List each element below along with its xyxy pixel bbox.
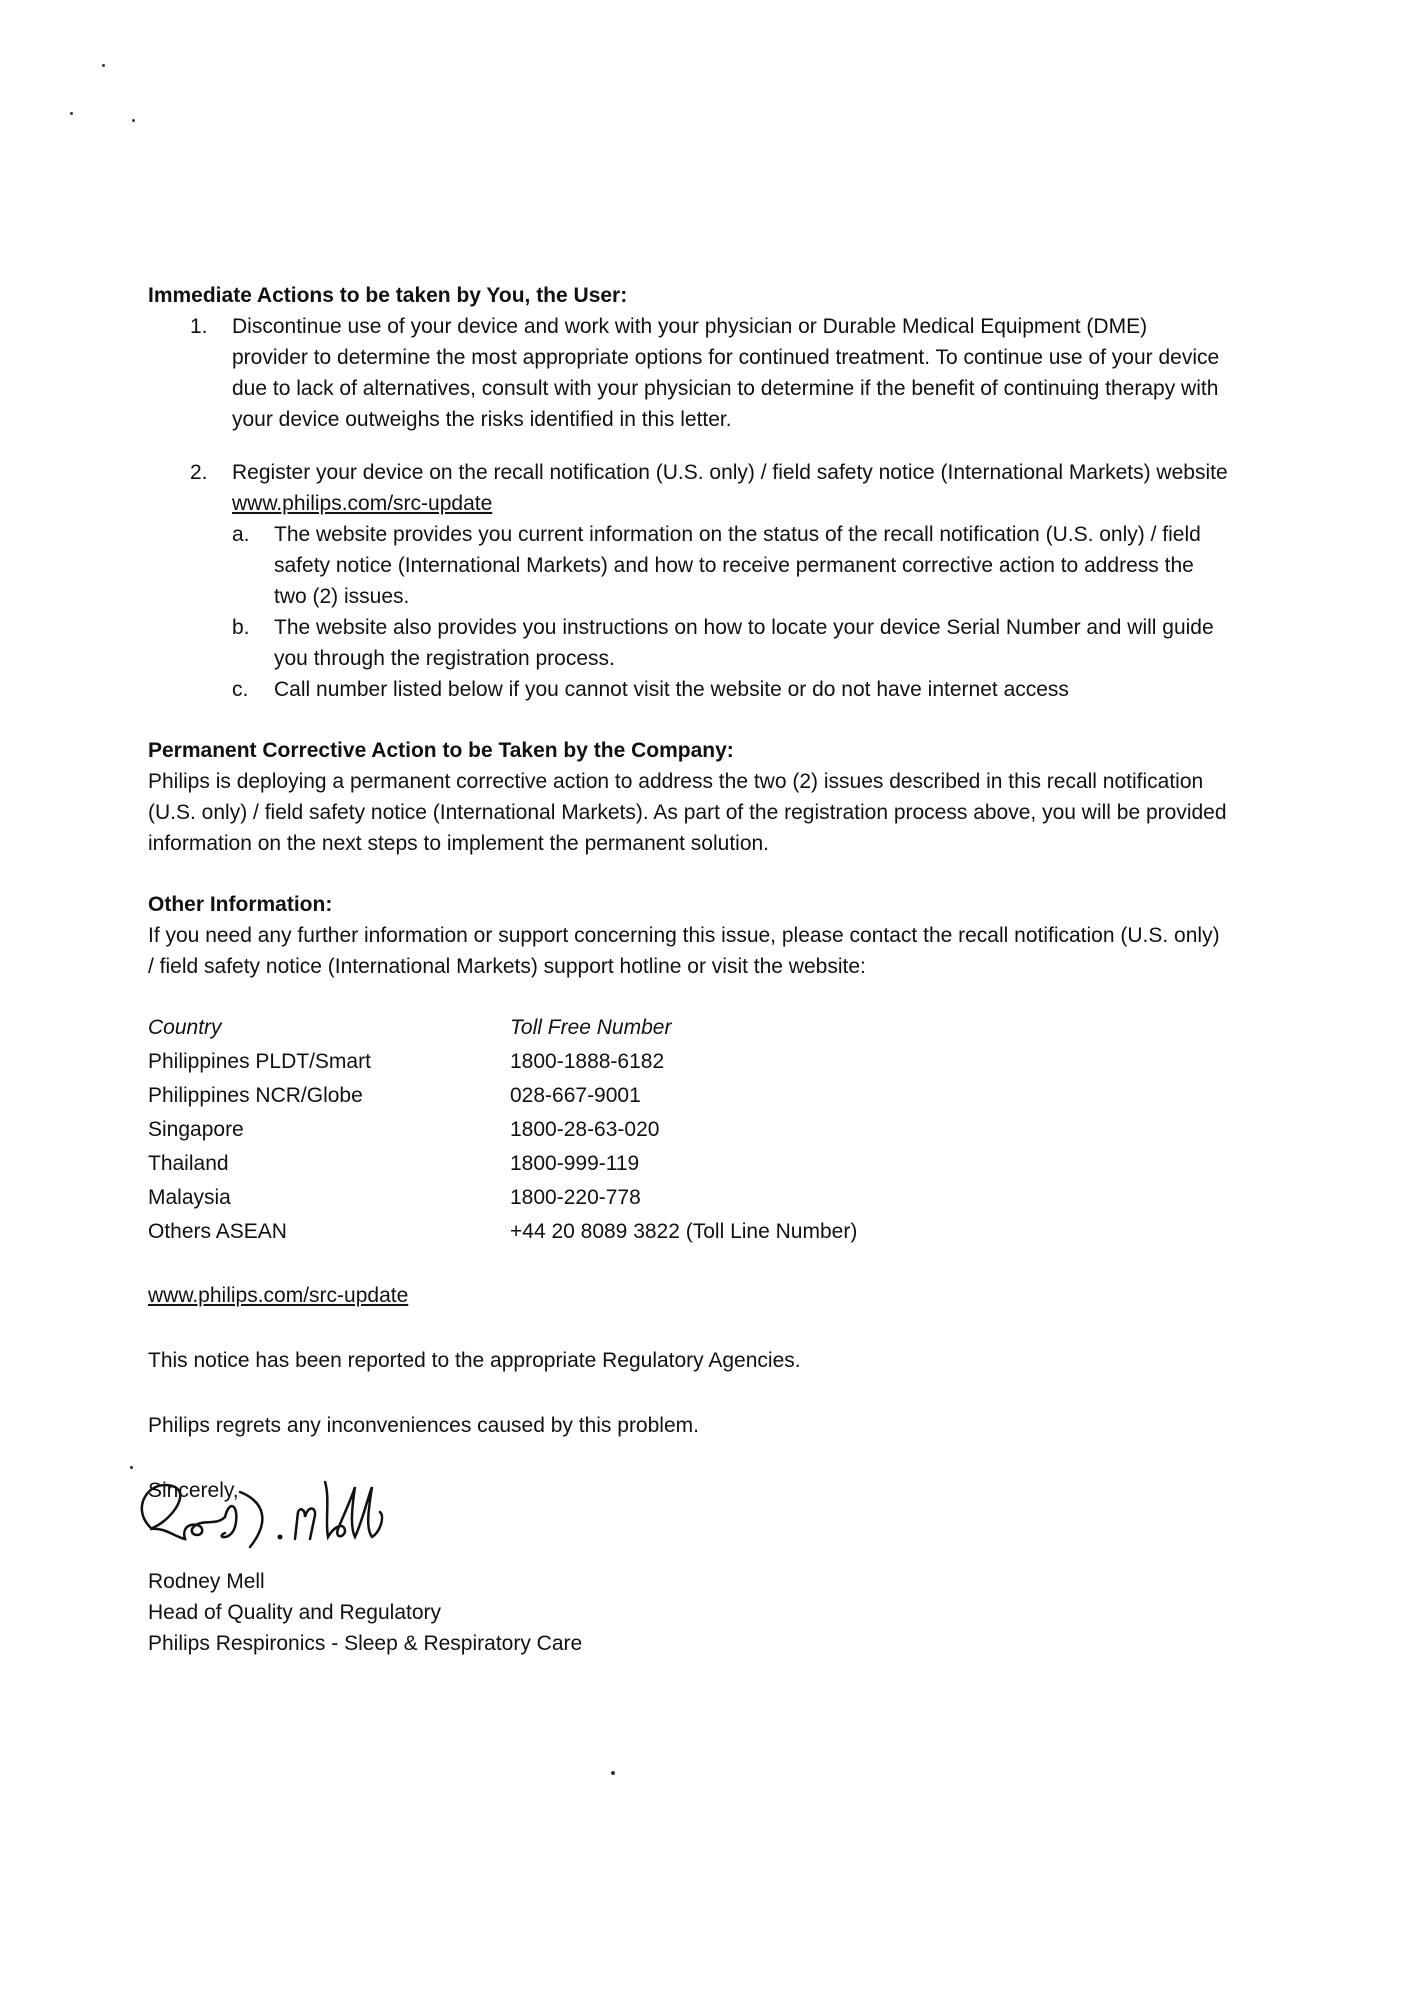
country-column-header: Country <box>148 1016 222 1039</box>
website-info-item-c <box>232 674 1228 705</box>
website-info-item-b <box>232 612 1228 674</box>
closing-salutation: Sincerely, <box>148 1479 239 1502</box>
contact-country: Others ASEAN <box>148 1220 287 1243</box>
contact-country: Malaysia <box>148 1186 231 1209</box>
contact-country: Thailand <box>148 1152 229 1175</box>
sub-item-letter: a. <box>232 523 250 546</box>
other-info-body: If you need any further information or support concerning this issue, please contact the recall notification (U.S. only) / field safety notice (International Markets) support hotline or visit the website: <box>148 924 1220 978</box>
scan-speck <box>102 64 105 67</box>
register-website-link[interactable]: www.philips.com/src-update <box>232 492 493 515</box>
action-item-1 <box>190 311 1228 435</box>
immediate-actions-list <box>190 311 1228 519</box>
immediate-actions-heading: Immediate Actions to be taken by You, the User: <box>148 284 628 307</box>
action-item-2 <box>190 457 1228 519</box>
contact-country: Philippines PLDT/Smart <box>148 1050 371 1073</box>
signatory-organization: Philips Respironics - Sleep & Respiratory Care <box>148 1632 583 1655</box>
permanent-action-body: Philips is deploying a permanent corrective action to address the two (2) issues described in this recall notification (U.S. only) / field safety notice (International Markets). As part of the registration process above, you will be provided information on the next steps to implement the permanent solution. <box>148 770 1227 855</box>
sub-item-text: The website also provides you instructions on how to locate your device Serial Number and will guide you through the registration process. <box>274 616 1214 670</box>
signatory-name: Rodney Mell <box>148 1570 265 1593</box>
number-column-header: Toll Free Number <box>510 1016 672 1039</box>
action-item-text: Register your device on the recall notification (U.S. only) / field safety notice (International Markets) website <box>232 461 1228 484</box>
scan-speck <box>611 1771 615 1775</box>
sub-item-letter: c. <box>232 678 249 701</box>
sub-item-text: Call number listed below if you cannot visit the website or do not have internet access <box>274 678 1069 701</box>
regret-notice: Philips regrets any inconveniences caused by this problem. <box>148 1414 699 1437</box>
permanent-action-heading: Permanent Corrective Action to be Taken by the Company: <box>148 739 734 762</box>
scan-speck <box>130 1466 133 1469</box>
contact-number: 028-667-9001 <box>510 1084 641 1107</box>
signature-block <box>148 1475 1228 1659</box>
contact-number: 1800-1888-6182 <box>510 1050 665 1073</box>
handwritten-signature <box>130 1467 430 1567</box>
signatory-title: Head of Quality and Regulatory <box>148 1601 442 1624</box>
contact-number: 1800-28-63-020 <box>510 1118 660 1141</box>
website-info-item-a <box>232 519 1228 612</box>
sub-item-text: The website provides you current information on the status of the recall notification (U.S. only) / field safety notice (International Markets) and how to receive permanent corrective action to address the two (2) issues. <box>274 523 1201 608</box>
contact-number: 1800-220-778 <box>510 1186 641 1209</box>
contact-number: +44 20 8089 3822 (Toll Line Number) <box>510 1220 858 1243</box>
contact-number: 1800-999-119 <box>510 1152 640 1175</box>
action-item-number: 1. <box>190 315 208 338</box>
sub-item-letter: b. <box>232 616 250 639</box>
action-item-number: 2. <box>190 461 208 484</box>
website-info-list <box>148 519 1228 705</box>
other-info-heading: Other Information: <box>148 893 333 916</box>
contact-country: Philippines NCR/Globe <box>148 1084 363 1107</box>
website-link[interactable]: www.philips.com/src-update <box>148 1284 409 1307</box>
contact-table <box>148 1012 1228 1248</box>
contact-country: Singapore <box>148 1118 244 1141</box>
scan-speck <box>70 112 73 115</box>
letter-page <box>148 280 1228 1659</box>
reported-notice: This notice has been reported to the appropriate Regulatory Agencies. <box>148 1349 801 1372</box>
action-item-text: Discontinue use of your device and work with your physician or Durable Medical Equipment (DME) provider to determine the most appropriate options for continued treatment. To continue use of your device due to lack of alternatives, consult with your physician to determine if the benefit of continuing therapy with your device outweighs the risks identified in this letter. <box>232 315 1220 431</box>
scan-speck <box>132 119 135 122</box>
